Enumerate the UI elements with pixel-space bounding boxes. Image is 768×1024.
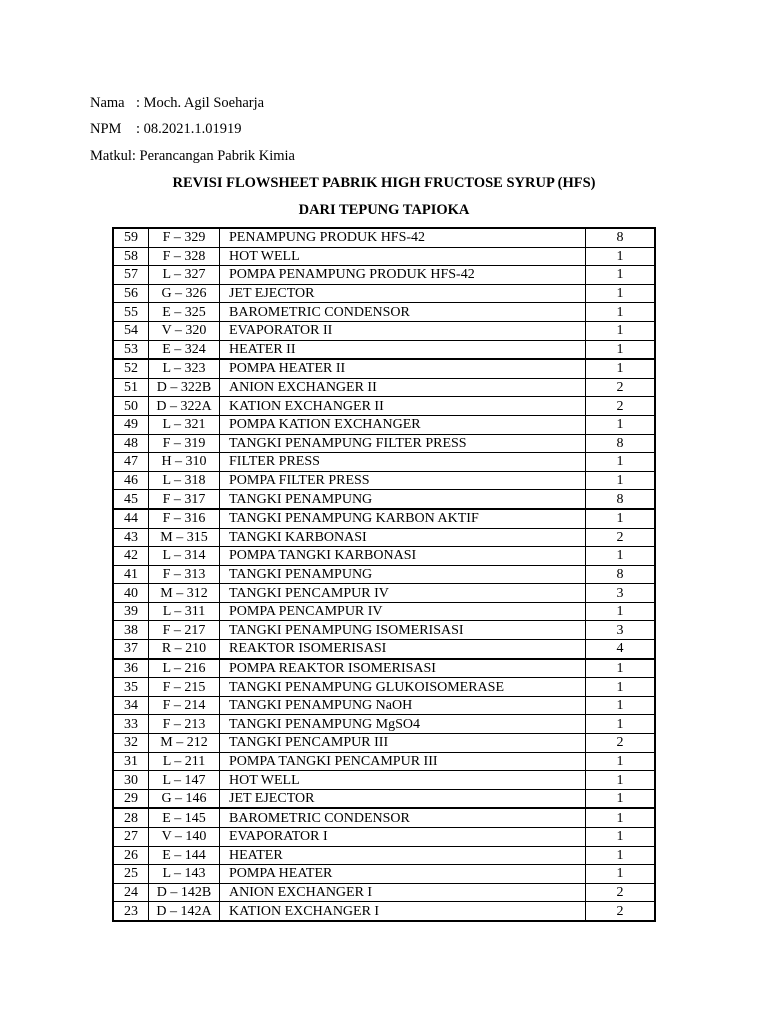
course-label: Matkul <box>90 148 132 164</box>
cell-code: F – 316 <box>149 509 220 528</box>
cell-name: TANGKI PENAMPUNG KARBON AKTIF <box>220 509 586 528</box>
cell-qty: 1 <box>586 846 656 865</box>
cell-qty: 1 <box>586 715 656 734</box>
cell-code: L – 147 <box>149 771 220 790</box>
cell-no: 50 <box>113 397 149 416</box>
table-row <box>113 378 655 397</box>
table-row <box>113 715 655 734</box>
cell-code: R – 210 <box>149 640 220 659</box>
cell-name: BAROMETRIC CONDENSOR <box>220 303 586 322</box>
cell-name: KATION EXCHANGER I <box>220 902 586 921</box>
cell-qty: 8 <box>586 228 656 247</box>
table-row <box>113 640 655 659</box>
cell-no: 56 <box>113 284 149 303</box>
cell-qty: 2 <box>586 528 656 547</box>
cell-qty: 1 <box>586 808 656 827</box>
cell-code: M – 315 <box>149 528 220 547</box>
table-row <box>113 359 655 378</box>
cell-code: H – 310 <box>149 453 220 472</box>
cell-no: 31 <box>113 752 149 771</box>
cell-name: ANION EXCHANGER I <box>220 883 586 902</box>
cell-no: 28 <box>113 808 149 827</box>
cell-no: 58 <box>113 247 149 266</box>
cell-code: F – 217 <box>149 621 220 640</box>
cell-no: 32 <box>113 734 149 753</box>
name-line <box>90 94 264 112</box>
cell-code: F – 313 <box>149 565 220 584</box>
table-row <box>113 247 655 266</box>
cell-code: V – 140 <box>149 828 220 847</box>
table-row <box>113 509 655 528</box>
table-row <box>113 789 655 808</box>
document-title: REVISI FLOWSHEET PABRIK HIGH FRUCTOSE SYRUP (HFS) <box>172 175 596 191</box>
cell-name: TANGKI PENCAMPUR IV <box>220 584 586 603</box>
course-value: : Perancangan Pabrik Kimia <box>131 148 295 164</box>
cell-code: D – 142B <box>149 883 220 902</box>
cell-no: 33 <box>113 715 149 734</box>
cell-code: L – 211 <box>149 752 220 771</box>
cell-no: 49 <box>113 415 149 434</box>
cell-no: 38 <box>113 621 149 640</box>
cell-name: ANION EXCHANGER II <box>220 378 586 397</box>
cell-no: 25 <box>113 865 149 884</box>
cell-qty: 4 <box>586 640 656 659</box>
cell-code: M – 312 <box>149 584 220 603</box>
cell-name: TANGKI PENAMPUNG GLUKOISOMERASE <box>220 678 586 697</box>
cell-no: 44 <box>113 509 149 528</box>
cell-no: 35 <box>113 678 149 697</box>
cell-code: L – 323 <box>149 359 220 378</box>
table-row <box>113 528 655 547</box>
cell-name: POMPA FILTER PRESS <box>220 471 586 490</box>
cell-no: 59 <box>113 228 149 247</box>
cell-no: 26 <box>113 846 149 865</box>
cell-code: E – 324 <box>149 340 220 359</box>
cell-qty: 1 <box>586 453 656 472</box>
cell-no: 43 <box>113 528 149 547</box>
cell-qty: 1 <box>586 865 656 884</box>
cell-no: 52 <box>113 359 149 378</box>
cell-qty: 8 <box>586 434 656 453</box>
table-row <box>113 883 655 902</box>
cell-name: TANGKI KARBONASI <box>220 528 586 547</box>
cell-code: F – 214 <box>149 696 220 715</box>
table-row <box>113 602 655 621</box>
name-label: Nama <box>90 95 125 111</box>
cell-no: 48 <box>113 434 149 453</box>
cell-qty: 1 <box>586 284 656 303</box>
cell-no: 34 <box>113 696 149 715</box>
cell-code: D – 322B <box>149 378 220 397</box>
cell-qty: 1 <box>586 321 656 340</box>
cell-name: POMPA KATION EXCHANGER <box>220 415 586 434</box>
cell-code: G – 146 <box>149 789 220 808</box>
cell-name: KATION EXCHANGER II <box>220 397 586 416</box>
cell-qty: 3 <box>586 584 656 603</box>
table-row <box>113 434 655 453</box>
cell-name: POMPA PENCAMPUR IV <box>220 602 586 621</box>
cell-code: F – 329 <box>149 228 220 247</box>
table-row <box>113 228 655 247</box>
cell-name: FILTER PRESS <box>220 453 586 472</box>
table-row <box>113 453 655 472</box>
cell-name: TANGKI PENAMPUNG <box>220 565 586 584</box>
cell-code: M – 212 <box>149 734 220 753</box>
table-row <box>113 846 655 865</box>
cell-no: 23 <box>113 902 149 921</box>
cell-no: 24 <box>113 883 149 902</box>
equipment-table <box>112 227 656 922</box>
cell-qty: 1 <box>586 752 656 771</box>
name-value: : Moch. Agil Soeharja <box>136 95 265 111</box>
cell-name: TANGKI PENAMPUNG FILTER PRESS <box>220 434 586 453</box>
cell-code: D – 322A <box>149 397 220 416</box>
table-row <box>113 266 655 285</box>
cell-name: POMPA REAKTOR ISOMERISASI <box>220 659 586 678</box>
cell-name: TANGKI PENAMPUNG MgSO4 <box>220 715 586 734</box>
table-row <box>113 321 655 340</box>
cell-name: EVAPORATOR I <box>220 828 586 847</box>
cell-code: F – 213 <box>149 715 220 734</box>
cell-name: REAKTOR ISOMERISASI <box>220 640 586 659</box>
cell-no: 51 <box>113 378 149 397</box>
cell-no: 57 <box>113 266 149 285</box>
table-row <box>113 771 655 790</box>
cell-qty: 2 <box>586 378 656 397</box>
table-row <box>113 752 655 771</box>
cell-name: EVAPORATOR II <box>220 321 586 340</box>
cell-code: L – 314 <box>149 547 220 566</box>
table-row <box>113 734 655 753</box>
cell-qty: 2 <box>586 397 656 416</box>
cell-name: POMPA HEATER <box>220 865 586 884</box>
table-row <box>113 565 655 584</box>
cell-no: 39 <box>113 602 149 621</box>
cell-qty: 1 <box>586 415 656 434</box>
cell-no: 40 <box>113 584 149 603</box>
cell-code: L – 318 <box>149 471 220 490</box>
cell-name: JET EJECTOR <box>220 284 586 303</box>
cell-name: TANGKI PENCAMPUR III <box>220 734 586 753</box>
cell-qty: 1 <box>586 471 656 490</box>
table-row <box>113 471 655 490</box>
course-line <box>90 147 295 165</box>
cell-name: TANGKI PENAMPUNG NaOH <box>220 696 586 715</box>
cell-qty: 2 <box>586 883 656 902</box>
cell-name: HOT WELL <box>220 247 586 266</box>
cell-code: F – 328 <box>149 247 220 266</box>
table-row <box>113 284 655 303</box>
table-row <box>113 828 655 847</box>
table-row <box>113 490 655 509</box>
cell-code: L – 143 <box>149 865 220 884</box>
cell-qty: 1 <box>586 509 656 528</box>
cell-qty: 1 <box>586 359 656 378</box>
cell-no: 37 <box>113 640 149 659</box>
cell-qty: 1 <box>586 547 656 566</box>
cell-name: HOT WELL <box>220 771 586 790</box>
cell-code: D – 142A <box>149 902 220 921</box>
cell-qty: 1 <box>586 659 656 678</box>
cell-name: TANGKI PENAMPUNG ISOMERISASI <box>220 621 586 640</box>
cell-name: TANGKI PENAMPUNG <box>220 490 586 509</box>
cell-code: L – 327 <box>149 266 220 285</box>
cell-no: 45 <box>113 490 149 509</box>
table-row <box>113 659 655 678</box>
cell-no: 27 <box>113 828 149 847</box>
cell-qty: 1 <box>586 266 656 285</box>
cell-no: 36 <box>113 659 149 678</box>
cell-name: HEATER II <box>220 340 586 359</box>
cell-code: V – 320 <box>149 321 220 340</box>
cell-qty: 2 <box>586 902 656 921</box>
cell-no: 42 <box>113 547 149 566</box>
cell-name: POMPA HEATER II <box>220 359 586 378</box>
table-row <box>113 415 655 434</box>
cell-no: 30 <box>113 771 149 790</box>
table-row <box>113 696 655 715</box>
cell-code: F – 215 <box>149 678 220 697</box>
cell-qty: 3 <box>586 621 656 640</box>
cell-name: JET EJECTOR <box>220 789 586 808</box>
table-row <box>113 547 655 566</box>
equipment-table-body <box>113 228 655 921</box>
cell-qty: 1 <box>586 771 656 790</box>
cell-no: 54 <box>113 321 149 340</box>
cell-name: POMPA TANGKI PENCAMPUR III <box>220 752 586 771</box>
cell-no: 53 <box>113 340 149 359</box>
cell-qty: 2 <box>586 734 656 753</box>
npm-label: NPM <box>90 121 122 137</box>
cell-qty: 8 <box>586 565 656 584</box>
table-row <box>113 584 655 603</box>
cell-no: 41 <box>113 565 149 584</box>
cell-qty: 1 <box>586 340 656 359</box>
document-subtitle: DARI TEPUNG TAPIOKA <box>298 202 470 218</box>
cell-qty: 1 <box>586 247 656 266</box>
cell-name: PENAMPUNG PRODUK HFS-42 <box>220 228 586 247</box>
npm-line <box>90 120 242 138</box>
cell-code: F – 317 <box>149 490 220 509</box>
table-row <box>113 621 655 640</box>
cell-no: 47 <box>113 453 149 472</box>
cell-code: E – 325 <box>149 303 220 322</box>
cell-no: 29 <box>113 789 149 808</box>
cell-code: G – 326 <box>149 284 220 303</box>
cell-code: F – 319 <box>149 434 220 453</box>
table-row <box>113 678 655 697</box>
cell-code: E – 145 <box>149 808 220 827</box>
cell-qty: 1 <box>586 828 656 847</box>
table-row <box>113 865 655 884</box>
table-row <box>113 303 655 322</box>
cell-no: 46 <box>113 471 149 490</box>
cell-qty: 1 <box>586 303 656 322</box>
cell-code: E – 144 <box>149 846 220 865</box>
table-row <box>113 340 655 359</box>
cell-name: POMPA TANGKI KARBONASI <box>220 547 586 566</box>
cell-qty: 1 <box>586 696 656 715</box>
table-row <box>113 397 655 416</box>
table-row <box>113 808 655 827</box>
cell-qty: 8 <box>586 490 656 509</box>
npm-value: : 08.2021.1.01919 <box>136 121 242 137</box>
cell-code: L – 216 <box>149 659 220 678</box>
cell-qty: 1 <box>586 789 656 808</box>
cell-code: L – 321 <box>149 415 220 434</box>
table-row <box>113 902 655 921</box>
cell-qty: 1 <box>586 602 656 621</box>
cell-code: L – 311 <box>149 602 220 621</box>
cell-name: POMPA PENAMPUNG PRODUK HFS-42 <box>220 266 586 285</box>
cell-no: 55 <box>113 303 149 322</box>
cell-name: BAROMETRIC CONDENSOR <box>220 808 586 827</box>
cell-qty: 1 <box>586 678 656 697</box>
cell-name: HEATER <box>220 846 586 865</box>
